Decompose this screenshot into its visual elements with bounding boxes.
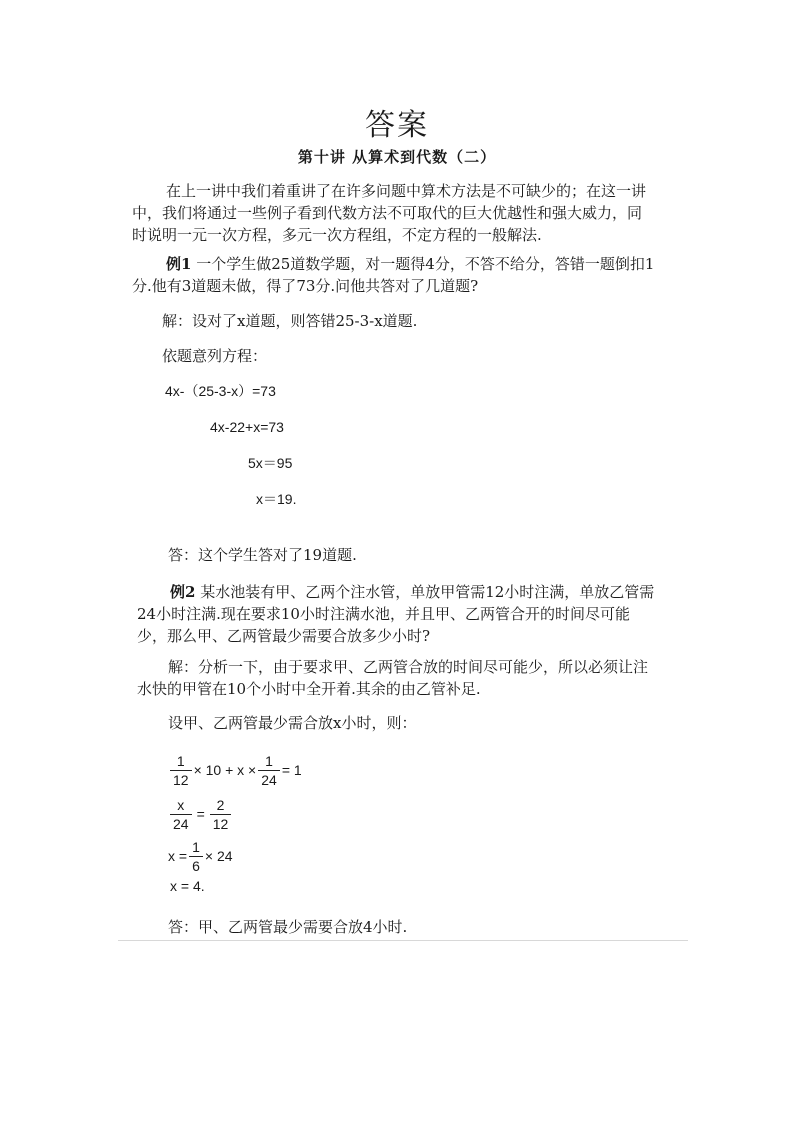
intro-line-2: 中，我们将通过一些例子看到代数方法不可取代的巨大优越性和强大威力，同 (132, 204, 643, 222)
equation-2-equals: = (196, 806, 205, 822)
equation-3 (168, 834, 233, 878)
example-1-step-4: x＝19. (256, 491, 297, 507)
intro-line-3: 时说明一元一次方程，多元一次方程组，不定方程的一般解法. (132, 226, 542, 244)
fraction-1-12: $\frac{1}{12}$ (170, 752, 192, 789)
page-title: 答案 (365, 108, 429, 143)
example-1-label: 例1 (166, 255, 192, 273)
example-1-answer: 答：这个学生答对了19道题. (168, 546, 357, 564)
example-2-line-1 (170, 581, 654, 603)
example-1-step-3: 5x＝95 (248, 455, 293, 471)
example-1-solution: 解：设对了x道题，则答错25-3-x道题. (162, 312, 418, 330)
example-2-setup: 设甲、乙两管最少需合放x小时，则： (168, 714, 417, 732)
example-1-line-2: 分.他有3道题未做，得了73分.问他共答对了几道题? (132, 277, 479, 295)
equation-1 (168, 748, 302, 792)
example-2-answer: 答：甲、乙两管最少需要合放4小时. (168, 918, 408, 936)
example-1-step-1: 4x-（25-3-x）=73 (165, 383, 276, 399)
equation-1-rhs: = 1 (281, 762, 302, 778)
example-1-line-1 (166, 253, 654, 275)
fraction-x-24: $\frac{x}{24}$ (170, 796, 192, 833)
example-2-analysis-2: 水快的甲管在10个小时中全开着.其余的由乙管补足. (137, 680, 481, 698)
example-1-setup: 依题意列方程： (162, 347, 268, 365)
equation-3-rhs: × 24 (204, 848, 233, 864)
footer-divider (118, 940, 688, 941)
equation-4: x = 4. (170, 878, 205, 894)
example-2-label: 例2 (170, 583, 196, 601)
fraction-1-6: $\frac{1}{6}$ (189, 838, 203, 875)
fraction-2-12: $\frac{2}{12}$ (210, 796, 232, 833)
example-2-analysis-1: 解：分析一下，由于要求甲、乙两管合放的时间尽可能少，所以必须让注 (168, 658, 649, 676)
example-1-step-2: 4x-22+x=73 (210, 419, 284, 435)
lecture-subtitle: 第十讲 从算术到代数（二） (297, 148, 497, 166)
example-2-line-3: 少，那么甲、乙两管最少需要合放多少小时? (137, 627, 431, 645)
equation-2 (168, 792, 233, 836)
example-1-text: 一个学生做25道数学题，对一题得4分，不答不给分，答错一题倒扣1 (191, 255, 655, 273)
equation-1-middle: × 10 + x × (193, 762, 257, 778)
fraction-1-24: $\frac{1}{24}$ (258, 752, 280, 789)
equation-3-lhs: x = (168, 848, 188, 864)
example-2-text: 某水池装有甲、乙两个注水管，单放甲管需12小时注满，单放乙管需 (195, 583, 655, 601)
example-2-line-2: 24小时注满.现在要求10小时注满水池，并且甲、乙两管合开的时间尽可能 (137, 605, 630, 623)
intro-line-1: 在上一讲中我们着重讲了在许多问题中算术方法是不可缺少的；在这一讲 (166, 182, 647, 200)
